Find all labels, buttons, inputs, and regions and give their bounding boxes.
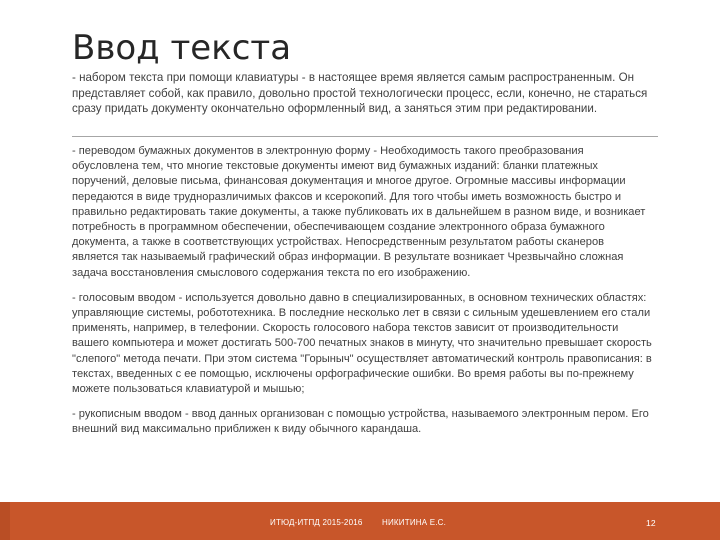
page-number: 12 <box>646 518 656 528</box>
paragraph-handwriting-input: - рукописным вводом - ввод данных организован с помощью устройства, называемого электронным пером. Его внешний вид максимально приближен к виду обычного карандаша. <box>72 408 649 436</box>
paragraph-document-conversion: - переводом бумажных документов в электронную форму - Необходимость такого преобразования обусловлена тем, что многие текстовые документы имеют вид бумажных изданий: бланки платежных поручений, деловые письма, финансовая документация и многое другое. Огромные массивы информации передаются в виде трудноразличимых факсов и ксерокопий. Для того чтобы иметь возможность быстро и правильно редактировать такие документы, а также публиковать их в дальнейшем в разном виде, и возникает потребность в программном обеспечении, обеспечивающем создание электронного образа бумажного документа, а также в соответствующих устройствах. Непосредственным результатом работы сканеров является так называемый графический образ информации. В результате возникает Чрезвычайно сложная задача восстановления смыслового содержания текста по его изображению. <box>72 145 646 279</box>
footer-author-label: НИКИТИНА Е.С. <box>382 518 447 527</box>
slide-title: Ввод текста <box>72 28 292 68</box>
footer-course-label: ИТЮД-ИТПД 2015-2016 <box>270 518 363 527</box>
paragraph-voice-input: - голосовым вводом - используется довольно давно в специализированных, в основном технических областях: управляющие системы, робототехника. В последние несколько лет в связи с сильным удешевлением его стали применять, например, в телефонии. Скорость голосового набора текстов зависит от производительности вашего компьютера и может достигать 500-700 печатных знаков в минуту, что значительно превышает скорость "слепого" метода печати. При этом система "Горыныч" осуществляет автоматический контроль правописания: в текстах, введенных с ее помощью, исключены орфографические ошибки. Во время работы вы по-прежнему можете пользоваться клавиатурой и мышью; <box>72 291 652 396</box>
intro-paragraph: - набором текста при помощи клавиатуры - в настоящее время является самым распространенным. Он представляет собой, как правило, довольно простой технологически процесс, если, конечно, не стараться сразу придать документу окончательно оформленный вид, а заняться этим при редактировании. <box>72 71 648 116</box>
body-paragraphs <box>72 144 652 448</box>
divider-line <box>72 136 658 137</box>
footer-accent <box>0 502 10 540</box>
